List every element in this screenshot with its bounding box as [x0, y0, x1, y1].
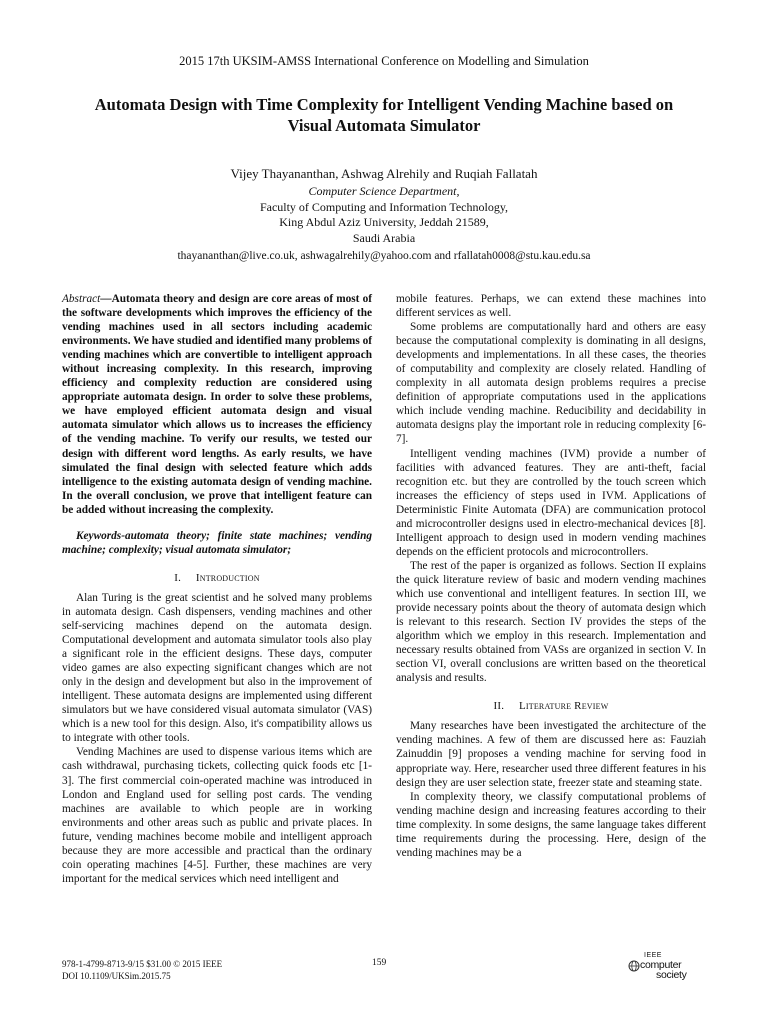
- logo-computer-text: computer: [640, 959, 682, 971]
- paragraph: Some problems are computationally hard and others are easy because the computational complexity is dominating in all designs, developments and implementations. In all these cases, the theories of computability and complexity are closely related. Handling of complexity in all automata design problems requires a precise definition of appropriate computations used in the applications which include vending machine. Reducibility and decidability in automata designs play the important role in reducing complexity [6-7].: [396, 321, 706, 446]
- authors: Vijey Thayananthan, Ashwag Alrehily and Ruqiah Fallatah: [230, 166, 538, 181]
- keywords: Keywords-automata theory; finite state machines; vending machine; complexity; visual automata simulator;: [62, 529, 372, 556]
- footer-doi: DOI 10.1109/UKSim.2015.75: [62, 971, 171, 981]
- paragraph: mobile features. Perhaps, we can extend these machines into different services as well.: [396, 293, 706, 320]
- affiliation-faculty: Faculty of Computing and Information Technology,: [259, 199, 509, 214]
- abstract-label: Abstract: [62, 293, 101, 305]
- section-number: II.: [493, 700, 505, 713]
- abstract: [62, 292, 372, 517]
- logo-society-text: society: [656, 969, 687, 981]
- right-column: [396, 292, 706, 860]
- abstract-text: —Automata theory and design are core areas of most of the software developments which improves the efficiency of the vending machines used in all sectors including academic environments. We have studied and identified many problems of vending machines which are convertible to intelligent approach without increasing complexity. In this research, improving efficiency and complexity reduction are considered using appropriate automata design. In order to solve these problems, we have employed efficient automata design and visual automata simulator which allows us to increases the efficiency of the vending machine. To verify our results, we tested our design with different word lengths. As early results, we have simulated the final design with selected feature which adds intelligence to the existing automata design of vending machine. In the overall conclusion, we prove that intelligent feature can be added without increasing the complexity.: [62, 293, 372, 516]
- paragraph: Alan Turing is the great scientist and he solved many problems in automata design. Cash dispensers, vending machines and other self-servicing machines depend on the automata design. Computational development and automata simulator tools also play a significant role in the efficient designs. These days, computer video games are also expecting significant changes which are not only in the design and development but also in the improvement of intelligent. These automata designs are implemented using different simulators but we have considered visual automata simulator (VAS) which is a new tool for this design. Also, it's compatibility allows us to integrate with other tools.: [62, 591, 372, 745]
- paragraph: Intelligent vending machines (IVM) provide a number of facilities with advanced features. They are anti-theft, facial recognition etc. but they are controlled by the touch screen which increases the efficiency of steps used in IVM. Applications of Deterministic Finite Automata (DFA) are communication protocol and microcontroller designs used in electro-mechanical devices [8]. Intelligent approach to design used in modern vending machines depends on the efficient protocols and microcontrollers.: [396, 447, 706, 558]
- footer-isbn: 978-1-4799-8713-9/15 $31.00 © 2015 IEEE: [62, 959, 223, 969]
- page-number: 159: [372, 958, 387, 968]
- section-heading-introduction: [62, 571, 372, 585]
- affiliation: [0, 184, 768, 246]
- author-emails: thayananthan@live.co.uk, ashwagalrehily@yahoo.com and rfallatah0008@stu.kau.edu.sa: [177, 250, 591, 262]
- section-title: Introduction: [195, 571, 260, 584]
- title-line-2: Visual Automata Simulator: [287, 116, 481, 135]
- affiliation-dept: Computer Science Department,: [308, 184, 460, 198]
- paragraph: Many researches have been investigated the architecture of the vending machines. A few of them are discussed here as: Fauziah Zainuddin [9] proposes a vending machine for serving food in appropriate way. Here, researcher used three different features in his design they are user selection state, freezer state and steaming state.: [396, 720, 706, 789]
- paragraph: The rest of the paper is organized as follows. Section II explains the quick literature review of basic and modern vending machines which use conventional and intelligent features. In section III, we provide necessary points about the theory of automata design which is relevant to this research. Section IV provides the steps of the algorithm which we employ in this research. Implementation and necessary results obtained from VASs are organized in section V. In section VI, overall conclusions are written based on the theoretical analysis and results.: [396, 559, 706, 685]
- globe-icon: [628, 960, 640, 972]
- section-number: I.: [174, 571, 182, 584]
- title-line-1: Automata Design with Time Complexity for Intelligent Vending Machine based on: [94, 95, 674, 114]
- affiliation-country: Saudi Arabia: [352, 230, 416, 245]
- section-heading-literature-review: [396, 699, 706, 713]
- conference-header: 2015 17th UKSIM-AMSS International Conference on Modelling and Simulation: [179, 54, 589, 68]
- paragraph: In complexity theory, we classify computational problems of vending machine design and increasing features according to their time complexity. In some designs, the same language takes different time requirements during the processing. Here, design of the vending machines may be a: [396, 790, 706, 859]
- paper-title: [40, 94, 728, 136]
- affiliation-university: King Abdul Aziz University, Jeddah 21589,: [279, 215, 489, 229]
- paragraph: Vending Machines are used to dispense various items which are cash withdrawal, purchasing tickets, collecting quick foods etc [1-3]. The first commercial coin-operated machine was introduced in London and England used for selling post cards. The vending machines are available to which people are in working environments and other areas such as public and private places. In future, vending machines become mobile and intelligent approach because they are more accessible and practical than the ordinary coin operating machines [4-5]. Further, these machines are very important for the medical services which need intelligent and: [62, 746, 372, 885]
- left-column: [62, 292, 372, 886]
- section-title: Literature Review: [518, 700, 609, 713]
- logo-ieee-text: IEEE: [644, 952, 662, 959]
- footer-copyright: [62, 958, 222, 982]
